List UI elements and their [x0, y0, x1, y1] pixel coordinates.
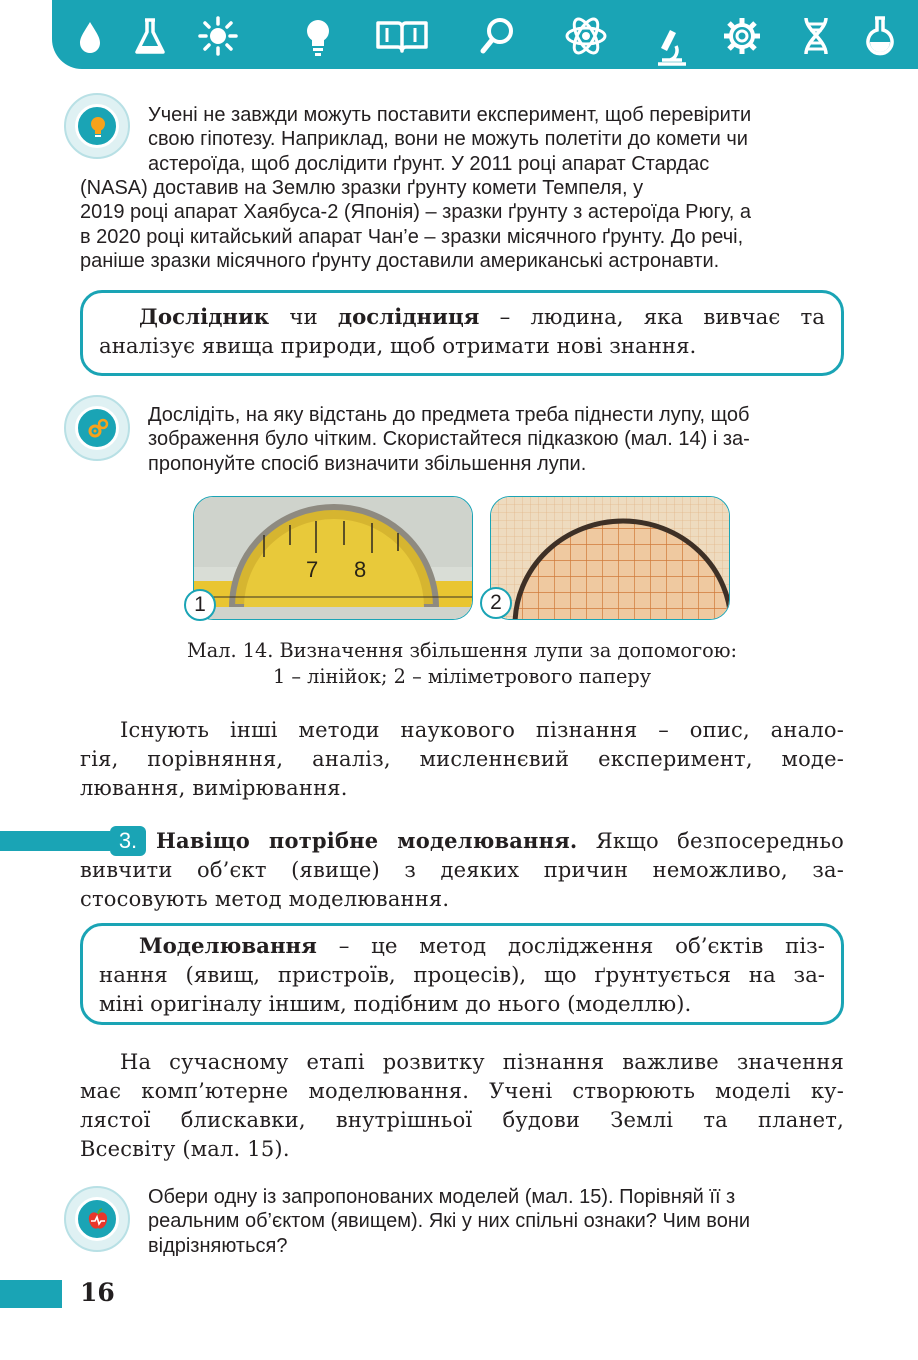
task-badge	[64, 1186, 130, 1252]
section-title: Навіщо потрібне моделювання.	[156, 828, 578, 853]
definition-rest: – людина, яка вивчає та	[479, 305, 825, 330]
text-line: свою гіпотезу. Наприклад, вони не можуть полетіти до комети чи	[148, 128, 748, 151]
text-line: гія, порівняння, аналіз, мисленнєвий експеримент, моде-	[80, 747, 844, 771]
photo-label-2: 2	[480, 587, 512, 619]
text-line: раніше зразки місячного ґрунту доставили американські астронавти.	[80, 249, 720, 272]
section-first-line	[80, 826, 844, 856]
tip-badge	[64, 93, 130, 159]
text-line: реальним об’єктом (явищем). Які у них спільні ознаки? Чим вони	[148, 1210, 751, 1233]
page-number: 16	[80, 1278, 115, 1307]
task-text	[148, 1185, 844, 1258]
tip-text-full	[80, 176, 844, 273]
dna-icon	[796, 14, 836, 58]
definition-text	[99, 932, 825, 1019]
tip-text-indented	[148, 103, 844, 176]
definition-box-modeling	[80, 923, 844, 1025]
photo-label-1: 1	[184, 589, 216, 621]
text-line: (NASA) доставив на Землю зразки ґрунту комети Темпеля, у	[80, 177, 644, 199]
definition-line: аналізує явища природи, щоб отримати нові знання.	[99, 334, 697, 359]
text-line: лювання, вимірювання.	[80, 776, 348, 800]
page-number-strip	[0, 1280, 62, 1308]
text-line: відрізняються?	[148, 1234, 288, 1257]
gears-icon	[87, 417, 109, 441]
definition-term: Дослідник	[139, 305, 270, 330]
text-line: пропонуйте спосіб визначити збільшення лупи.	[148, 452, 587, 475]
gear-icon	[722, 14, 762, 58]
text-line: зображення було чітким. Скористайтеся підказкою (мал. 14) і за-	[148, 428, 750, 451]
drop-icon	[70, 14, 110, 58]
text-line: стосовують метод моделювання.	[80, 887, 450, 911]
definition-rest: – це метод дослідження об’єктів піз-	[316, 934, 825, 959]
book-icon	[374, 14, 430, 58]
text-line: в 2020 році китайський апарат Чан’е – зразки місячного ґрунту. До речі,	[80, 225, 744, 248]
magnifier-icon	[478, 14, 518, 58]
sun-icon	[198, 14, 238, 58]
definition-term: Моделювання	[139, 934, 317, 959]
definition-term: дослідниця	[337, 305, 480, 330]
ruler-digit: 8	[354, 557, 367, 582]
text-line: вивчити об’єкт (явище) з деяких причин неможливо, за-	[80, 858, 844, 882]
photo-ruler-magnifier	[193, 496, 473, 620]
section-3-text	[80, 826, 844, 914]
task-text	[148, 403, 844, 476]
ruler-digit: 7	[306, 557, 319, 582]
round-flask-icon	[860, 14, 900, 58]
section-rest: Якщо безпосередньо	[577, 829, 844, 853]
definition-line: міні оригіналу іншим, подібним до нього (моделлю).	[99, 992, 692, 1017]
lightbulb-icon	[298, 14, 338, 58]
text-line: На сучасному етапі розвитку пізнання важливе значення	[120, 1050, 844, 1074]
text-line: Існують інші методи наукового пізнання – опис, анало-	[120, 718, 844, 742]
apple-heartbeat-icon	[87, 1208, 109, 1232]
text-line: Всесвіту (мал. 15).	[80, 1137, 290, 1161]
text-line: Учені не завжди можуть поставити експеримент, щоб перевірити	[148, 104, 752, 126]
definition-connector: чи	[269, 305, 338, 330]
paragraph-computer-modeling	[80, 1048, 844, 1164]
text-line: астероїда, щоб дослідити ґрунт. У 2011 році апарат Стардас	[148, 152, 710, 175]
microscope-icon	[652, 24, 692, 68]
photo-graph-paper-magnifier	[490, 496, 730, 620]
definition-text	[99, 303, 825, 361]
flask-icon	[130, 14, 170, 58]
top-banner	[52, 0, 918, 69]
lightbulb-icon	[87, 115, 109, 139]
caption-line: Мал. 14. Визначення збільшення лупи за допомогою:	[186, 639, 738, 662]
section-number: 3.	[110, 826, 146, 856]
atom-icon	[564, 14, 608, 58]
caption-line: 1 – лінійок; 2 – міліметрового паперу	[272, 665, 652, 688]
text-line: має комп’ютерне моделювання. Учені створюють моделі ку-	[80, 1079, 844, 1103]
figure-caption	[80, 638, 844, 690]
text-line: Обери одну із запропонованих моделей (мал. 15). Порівняй її з	[148, 1186, 736, 1208]
text-line: 2019 році апарат Хаябуса-2 (Японія) – зразки ґрунту з астероїда Рюгу, а	[80, 201, 752, 224]
paragraph-methods	[80, 716, 844, 803]
text-line: Дослідіть, на яку відстань до предмета треба піднести лупу, щоб	[148, 404, 750, 426]
definition-box-researcher	[80, 290, 844, 376]
definition-line: нання (явищ, пристроїв, процесів), що ґрунтується на за-	[99, 963, 825, 988]
text-line: лястої блискавки, внутрішньої будови Землі та планет,	[80, 1108, 844, 1132]
task-badge	[64, 395, 130, 461]
